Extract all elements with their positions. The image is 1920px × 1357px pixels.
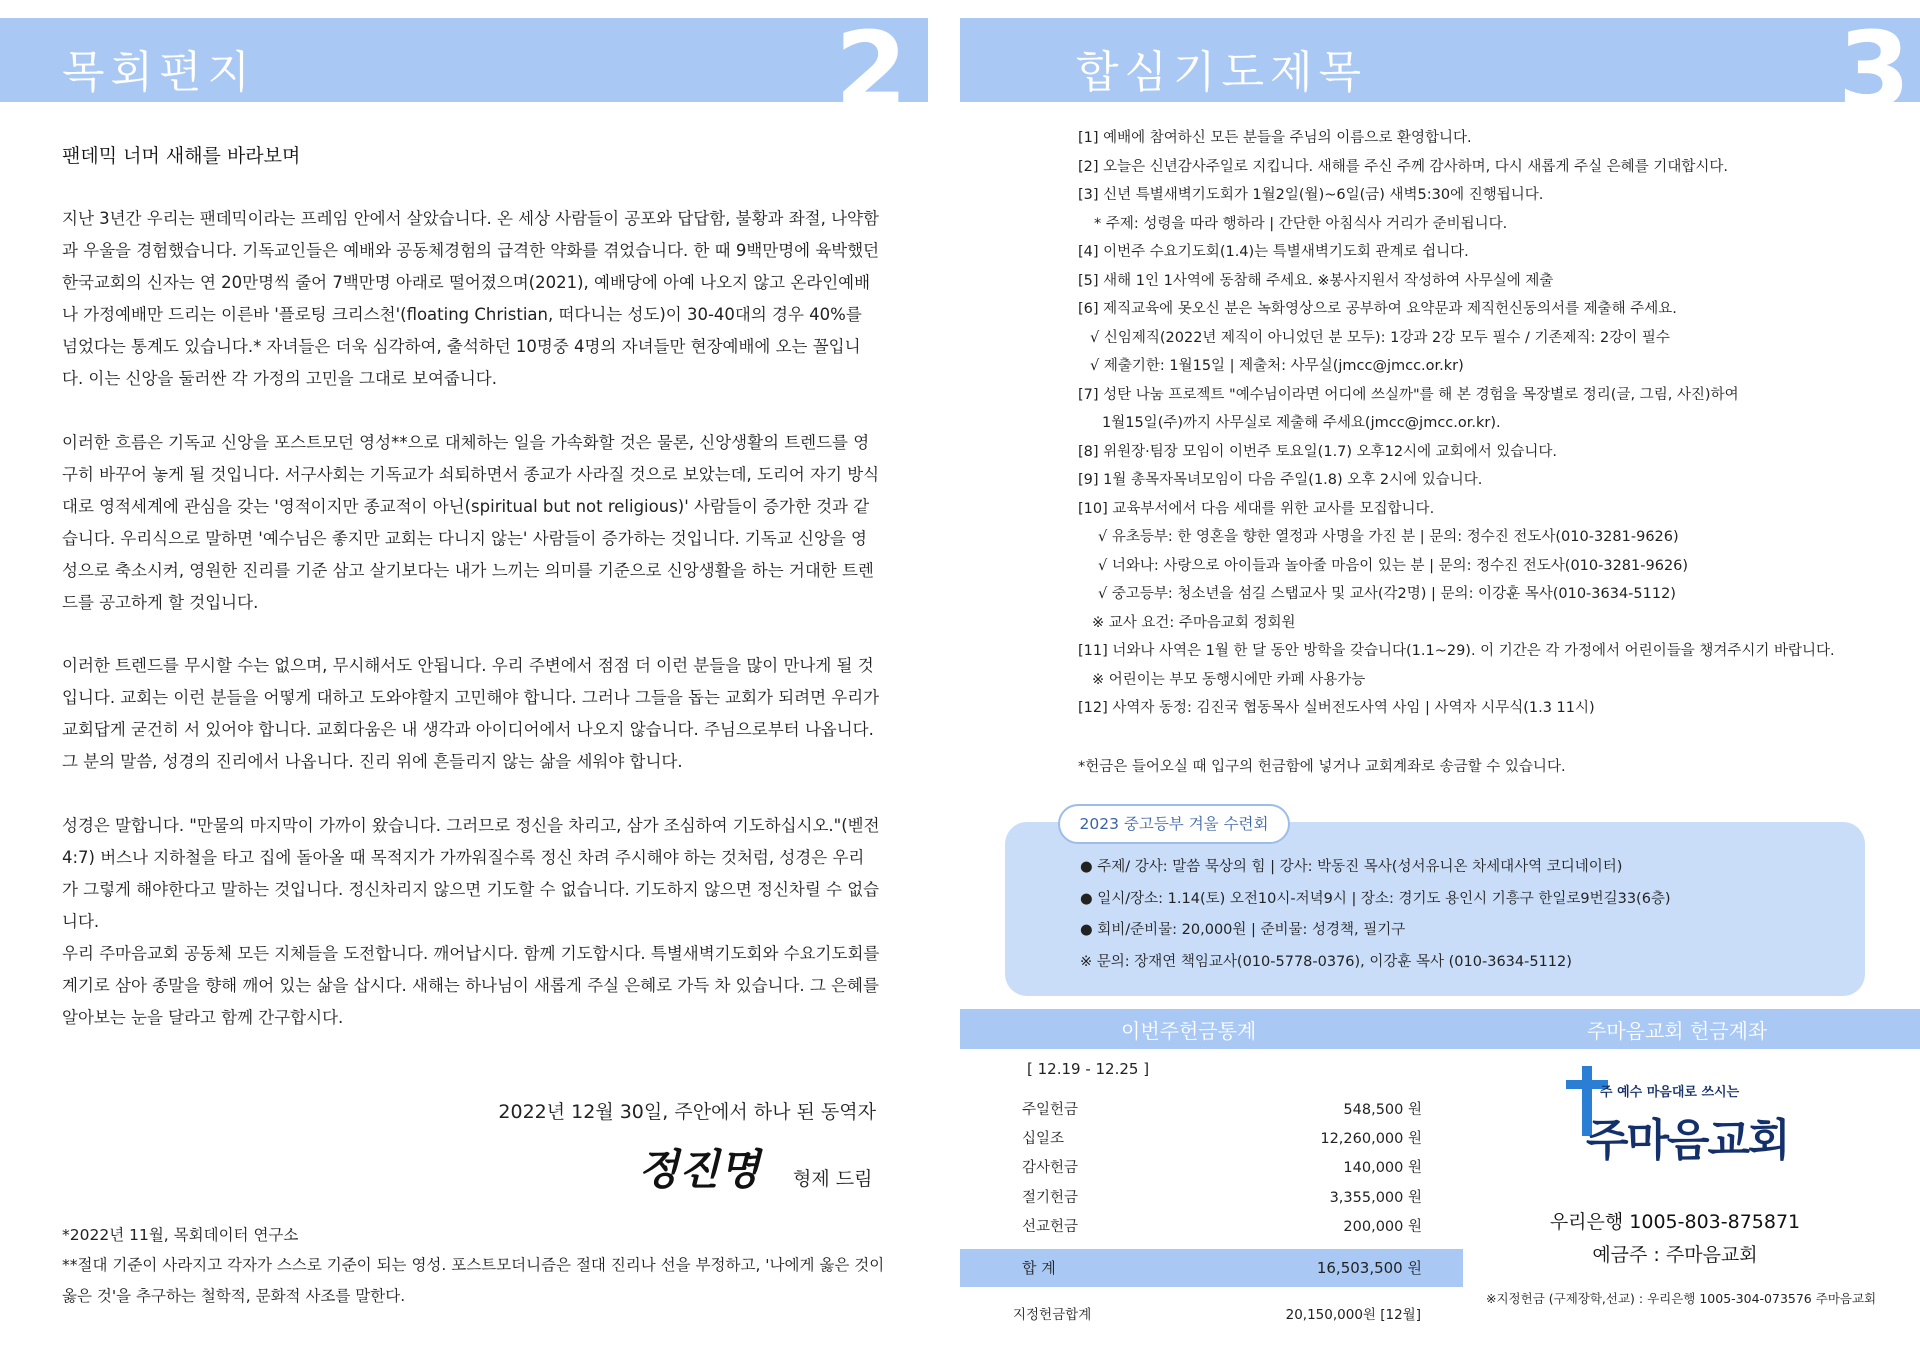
- prayer-item: [12] 사역자 동정: 김진국 협동목사 실버전도사역 사임 | 사역자 시무식(1.3 11시): [1078, 700, 1595, 716]
- prayer-item: [3] 신년 특별새벽기도회가 1월2일(월)~6일(금) 새벽5:30에 진행됩니다.: [1078, 187, 1544, 203]
- offering-amount: 548,500 원: [1343, 1102, 1422, 1118]
- offering-row: [1022, 1124, 1422, 1154]
- retreat-line: ● 회비/준비물: 20,000원 | 준비물: 성경책, 필기구: [1080, 922, 1406, 938]
- bottom-section-band: [960, 1009, 1920, 1049]
- logo-name: 주마음교회: [1586, 1115, 1789, 1166]
- offering-label: 십일조: [1022, 1131, 1065, 1147]
- prayer-item: [5] 새해 1인 1사역에 동참해 주세요. ※봉사지원서 작성하여 사무실에 제출: [1078, 272, 1554, 289]
- prayer-item: [1] 예배에 참여하신 모든 분들을 주님의 이름으로 환영합니다.: [1078, 130, 1472, 146]
- offering-label: 주일헌금: [1022, 1102, 1079, 1118]
- retreat-line: ※ 문의: 장재연 책임교사(010-5778-0376), 이강훈 목사 (010-3634-5112): [1080, 953, 1572, 970]
- signature-suffix: 형제 드림: [793, 1168, 873, 1190]
- logo-tagline: 주 예수 마음대로 쓰시는: [1600, 1085, 1740, 1100]
- prayer-item: [11] 너와나 사역은 1월 한 달 동안 방학을 갖습니다(1.1~29). 이 기간은 각 가정에서 어린이들을 챙겨주시기 바랍니다.: [1078, 643, 1835, 659]
- prayer-subitem: ※ 어린이는 부모 동행시에만 카페 사용가능: [1092, 671, 1366, 688]
- offering-row: [1022, 1153, 1422, 1183]
- account-title: 주마음교회 헌금계좌: [1587, 1019, 1768, 1043]
- offering-amount: 200,000 원: [1343, 1219, 1422, 1235]
- offering-amount: 3,355,000 원: [1329, 1190, 1422, 1206]
- prayer-subitem: √ 유초등부: 한 영혼을 향한 열정과 사명을 가진 분 | 문의: 정수진 전도사(010-3281-9626): [1098, 529, 1679, 545]
- retreat-line: ● 일시/장소: 1.14(토) 오전10시-저녁9시 | 장소: 경기도 용인시 기흥구 한일로9번길33(6층): [1080, 890, 1671, 907]
- prayer-item: [8] 위원장·팀장 모임이 이번주 토요일(1.7) 오후12시에 교회에서 있습니다.: [1078, 443, 1558, 460]
- right-page-number: 3: [1838, 9, 1911, 131]
- footnote-2: **절대 기준이 사라지고 각자가 스스로 기준이 되는 영성. 포스트모더니즘은 절대 진리나 선을 부정하고, '나에게 옳은 것이 옳은 것'을 추구하는 철학적, 문화적 사조를 말한다.: [62, 1256, 885, 1305]
- offering-period: [ 12.19 - 12.25 ]: [1027, 1060, 1150, 1078]
- letter-paragraph-4: 성경은 말합니다. "만물의 마지막이 가까이 왔습니다. 그러므로 정신을 차리고, 삼가 조심하여 기도하십시오."(벧전4:7) 버스나 지하철을 타고 집에 돌아올 때 목적지가 가까워질수록 정신 차려 주시해야 하는 것처럼, 성경은 우리가 그렇게 해야한다고 말하는 것입니다. 정신차리지 않으면 기도할 수 없습니다. 기도하지 않으면 정신차릴 수 없습니다.: [62, 816, 880, 931]
- letter-paragraph-2: 이러한 흐름은 기독교 신앙을 포스트모던 영성**으로 대체하는 일을 가속화할 것은 물론, 신앙생활의 트렌드를 영구히 바꾸어 놓게 될 것입니다. 서구사회는 기독교가 쇠퇴하면서 종교가 사라질 것으로 보았는데, 도리어 자기 방식대로 영적세계에 관심을 갖는 '영적이지만 종교적이 아닌(spiritual but not religious)' 사람들이 증가한 것과 같습니다. 우리식으로 말하면 '예수님은 좋지만 교회는 다니지 않는' 사람들이 증가하는 것입니다. 기독교 신앙을 영성으로 축소시켜, 영원한 진리를 기준 삼고 살기보다는 내가 느끼는 의미를 기준으로 신앙생활을 하는 거대한 트렌드를 공고하게 할 것입니다.: [62, 433, 880, 612]
- footnote-1: *2022년 11월, 목회데이터 연구소: [62, 1226, 299, 1244]
- designated-total-label: 지정헌금합계: [1013, 1307, 1092, 1323]
- prayer-item: [4] 이번주 수요기도회(1.4)는 특별새벽기도회 관계로 쉽니다.: [1078, 244, 1469, 260]
- prayer-subitem: √ 너와나: 사랑으로 아이들과 놀아줄 마음이 있는 분 | 문의: 정수진 전도사(010-3281-9626): [1098, 557, 1689, 574]
- offering-total-row: [1022, 1253, 1422, 1283]
- prayer-item: [2] 오늘은 신년감사주일로 지킵니다. 새해를 주신 주께 감사하며, 다시 새롭게 주실 은혜를 기대합시다.: [1078, 158, 1728, 175]
- offering-label: 절기헌금: [1022, 1190, 1079, 1206]
- letter-paragraph-3: 이러한 트렌드를 무시할 수는 없으며, 무시해서도 안됩니다. 우리 주변에서 점점 더 이런 분들을 많이 만나게 될 것입니다. 교회는 이런 분들을 어떻게 대하고 도와야할지 고민해야 합니다. 그러나 그들을 돕는 교회가 되려면 우리가 교회답게 굳건히 서 있어야 합니다. 교회다움은 내 생각과 아이디어에서 나오지 않습니다. 주님으로부터 나옵니다. 그 분의 말씀, 성경의 진리에서 나옵니다. 진리 위에 흔들리지 않는 삶을 세워야 합니다.: [62, 656, 880, 771]
- prayer-subitem: * 주제: 성령을 따라 행하라 | 간단한 아침식사 거리가 준비됩니다.: [1094, 215, 1508, 232]
- offering-amount: 140,000 원: [1343, 1160, 1422, 1176]
- offering-stats-title: 이번주헌금통계: [1121, 1019, 1257, 1043]
- offering-row: [1022, 1183, 1422, 1213]
- designated-total-row: [1013, 1300, 1421, 1330]
- offering-amount: 12,260,000 원: [1320, 1131, 1422, 1147]
- prayer-subitem: ※ 교사 요건: 주마음교회 정회원: [1092, 614, 1296, 631]
- letter-title: 팬데믹 너머 새해를 바라보며: [62, 145, 301, 167]
- offering-total-amount: 16,503,500 원: [1316, 1259, 1422, 1277]
- signature-line: 2022년 12월 30일, 주안에서 하나 된 동역자: [498, 1101, 876, 1123]
- right-header-title: 합심기도제목: [1076, 47, 1368, 98]
- bank-account-line: 우리은행 1005-803-875871: [1549, 1211, 1801, 1233]
- letter-paragraph-5: 우리 주마음교회 공동체 모든 지체들을 도전합니다. 깨어납시다. 함께 기도합시다. 특별새벽기도회와 수요기도회를 계기로 삼아 종말을 향해 깨어 있는 삶을 삽시다. 새해는 하나님이 새롭게 주실 은혜로 가득 차 있습니다. 그 은혜를 알아보는 눈을 달라고 함께 간구합시다.: [62, 944, 880, 1027]
- prayer-subitem: 1월15일(주)까지 사무실로 제출해 주세요(jmcc@jmcc.or.kr).: [1102, 415, 1501, 431]
- letter-paragraph-1: 지난 3년간 우리는 팬데믹이라는 프레임 안에서 살았습니다. 온 세상 사람들이 공포와 답답함, 불황과 좌절, 나약함과 우울을 경험했습니다. 기독교인들은 예배와 공동체경험의 급격한 약화를 겪었습니다. 한 때 9백만명에 육박했던 한국교회의 신자는 연 20만명씩 줄어 7백만명 아래로 떨어졌으며(2021), 예배당에 아예 나오지 않고 온라인예배나 가정예배만 드리는 이른바 '플로팅 크리스천'(floating Christian, 떠다니는 성도)이 30-40대의 경우 40%를 넘었다는 통계도 있습니다.* 자녀들은 더욱 심각하여, 출석하던 10명중 4명의 자녀들만 현장예배에 오는 꼴입니다. 이는 신앙을 둘러싼 각 가정의 고민을 그대로 보여줍니다.: [62, 209, 880, 388]
- prayer-item: [9] 1월 총목자목녀모임이 다음 주일(1.8) 오후 2시에 있습니다.: [1078, 472, 1483, 488]
- prayer-item: [7] 성탄 나눔 프로젝트 "예수님이라면 어디에 쓰실까"를 해 본 경험을 목장별로 정리(글, 그림, 사진)하여: [1078, 386, 1739, 403]
- left-header-title: 목회편지: [62, 47, 257, 98]
- retreat-line: ● 주제/ 강사: 말씀 묵상의 힘 | 강사: 박동진 목사(성서유니온 차세대사역 코디네이터): [1080, 859, 1623, 875]
- account-holder-line: 예금주 : 주마음교회: [1592, 1244, 1758, 1266]
- prayer-subitem: √ 중고등부: 청소년을 섬길 스탭교사 및 교사(각2명) | 문의: 이강훈 목사(010-3634-5112): [1098, 586, 1676, 602]
- prayer-item: [6] 제직교육에 못오신 분은 녹화영상으로 공부하여 요약문과 제직헌신동의서를 제출해 주세요.: [1078, 301, 1677, 317]
- prayer-item: [10] 교육부서에서 다음 세대를 위한 교사를 모집합니다.: [1078, 500, 1435, 517]
- church-logo: [1560, 1066, 1790, 1166]
- retreat-details: [1080, 852, 1671, 978]
- prayer-list: [1078, 124, 1878, 723]
- offering-notice: *헌금은 들어오실 때 입구의 헌금함에 넣거나 교회계좌로 송금할 수 있습니다.: [1078, 759, 1566, 775]
- offering-label: 감사헌금: [1022, 1160, 1079, 1176]
- signature-name: 정진명: [638, 1145, 760, 1194]
- prayer-subitem: √ 제출기한: 1월15일 | 제출처: 사무실(jmcc@jmcc.or.kr): [1090, 358, 1464, 374]
- designated-total-amount: 20,150,000원 [12월]: [1285, 1307, 1421, 1323]
- offering-row: [1022, 1212, 1422, 1242]
- designated-account-note: ※지정헌금 (구제장학,선교) : 우리은행 1005-304-073576 주마음교회: [1486, 1291, 1877, 1306]
- left-page-number: 2: [835, 9, 908, 131]
- prayer-subitem: √ 신임제직(2022년 제직이 아니었던 분 모두): 1강과 2강 모두 필수 / 기존제직: 2강이 필수: [1090, 329, 1670, 346]
- offering-row: [1022, 1095, 1422, 1125]
- offering-total-label: 합 계: [1022, 1259, 1056, 1277]
- retreat-tab-label: 2023 중고등부 겨울 수련회: [1058, 804, 1290, 844]
- offering-label: 선교헌금: [1022, 1219, 1079, 1235]
